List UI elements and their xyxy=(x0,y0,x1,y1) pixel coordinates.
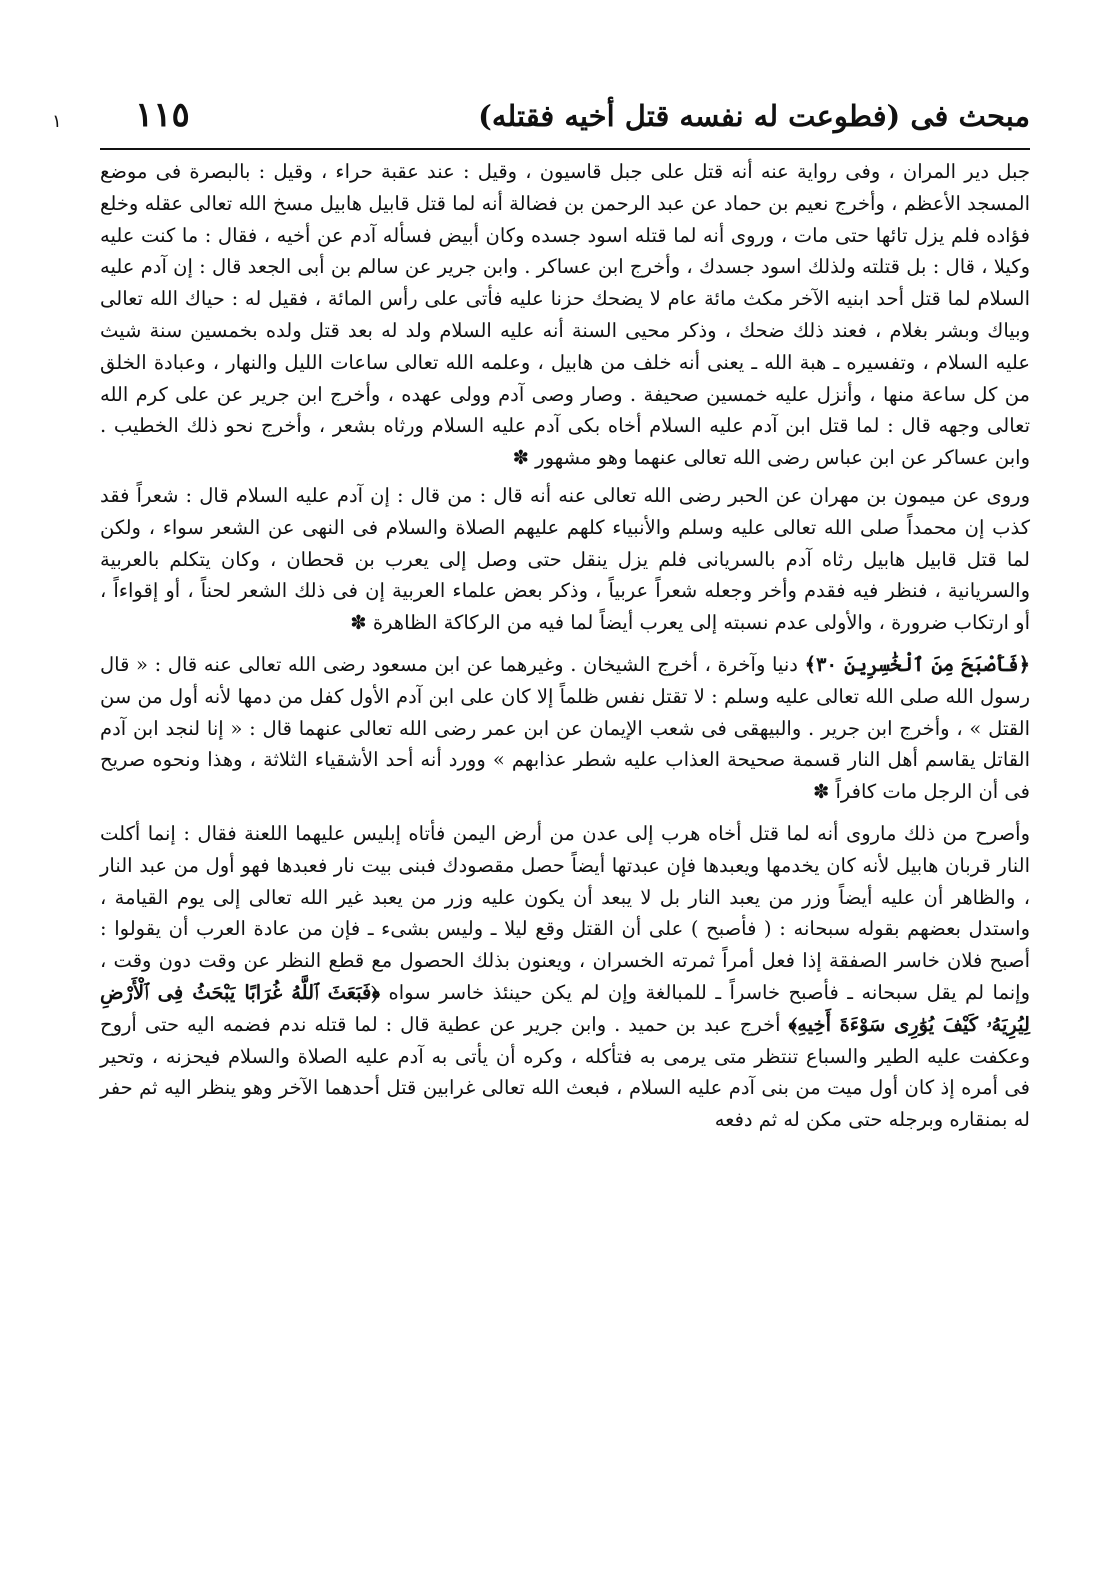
header-divider xyxy=(100,148,1030,150)
running-title: مبحث فى (فطوعت له نفسه قتل أخيه فقتله) xyxy=(478,99,1030,133)
paragraph-text: دنيا وآخرة ، أخرج الشيخان . وغيرهما عن ابن مسعود رضى الله تعالى عنه قال : « قال رسول الله صلى الله تعالى عليه وسلم : لا تقتل نفس ظلماً إلا كان على ابن آدم الأول كفل من دمها لأنه أول من سن القتل » ، وأخرج ابن جرير . والبيهقى فى شعب الإيمان عن ابن عمر رضى الله تعالى عنهما قال : « إنا لنجد ابن آدم القاتل يقاسم أهل النار قسمة صحيحة العذاب عليه شطر عذابهم » وورد أنه أحد الأشقياء الثلاثة ، وهذا ونحوه صريح فى أن الرجل مات كافراً ✽ xyxy=(100,652,1030,804)
paragraph xyxy=(100,818,1030,1136)
paragraph-text: جبل دير المران ، وفى رواية عنه أنه قتل على جبل قاسيون ، وقيل : عند عقبة حراء ، وقيل : بالبصرة فى موضع المسجد الأعظم ، وأخرج نعيم بن حماد عن عبد الرحمن بن فضالة أنه لما قتل قابيل هابيل مسخ الله تعالى عقله وخلع فؤاده فلم يزل تائها حتى مات ، وروى أنه لما قتله اسود جسده وكان أبيض فسأله آدم عن أخيه ، فقال : ما كنت عليه وكيلا ، قال : بل قتلته ولذلك اسود جسدك ، وأخرج ابن عساكر . وابن جرير عن سالم بن أبى الجعد قال : إن آدم عليه السلام لما قتل أحد ابنيه الآخر مكث مائة عام لا يضحك حزنا عليه فأتى على رأس المائة ، فقيل له : حياك الله تعالى وبياك وبشر بغلام ، فعند ذلك ضحك ، وذكر محيى السنة أنه عليه السلام ولد له بعد قتل ولده بخمسين سنة شيث عليه السلام ، وتفسيره ـ هبة الله ـ يعنى أنه خلف من هابيل ، وعلمه الله تعالى ساعات الليل والنهار ، وعبادة الخلق من كل ساعة منها ، وأنزل عليه خمسين صحيفة . وصار وصى آدم وولى عهده ، وأخرج ابن جرير عن على كرم الله تعالى وجهه قال : لما قتل ابن آدم عليه السلام أخاه بكى آدم عليه السلام ورثاه بشعر ، وأخرج نحو ذلك الخطيب . وابن عساكر عن ابن عباس رضى الله تعالى عنهما وهو مشهور ✽ xyxy=(100,160,1030,470)
quran-verse: ﴿فَبَعَثَ ٱللَّهُ غُرَابًا يَبْحَثُ فِى ٱلْأَرْضِ لِيُرِيَهُۥ كَيْفَ يُوَٰرِى سَوْءَةَ أَخِيهِ﴾ xyxy=(100,980,1030,1036)
page-number: ١١٥ xyxy=(135,95,190,135)
paragraph xyxy=(100,156,1030,474)
volume-mark: ١ xyxy=(52,111,62,132)
paragraph-text: أخرج عبد بن حميد . وابن جرير عن عطية قال : لما قتله ندم فضمه اليه حتى أروح وعكفت عليه الطير والسباع تنتظر متى يرمى به فتأكله ، وكره أن يأتى به آدم عليه الصلاة والسلام فيحزنه ، وتحير فى أمره إذ كان أول ميت من بنى آدم عليه السلام ، فبعث الله تعالى غرابين قتل أحدهما الآخر وهو ينظر اليه ثم حفر له بمنقاره وبرجله حتى مكن له ثم دفعه xyxy=(100,1012,1030,1132)
paragraph-text: وأصرح من ذلك ماروى أنه لما قتل أخاه هرب إلى عدن من أرض اليمن فأتاه إبليس عليهما اللعنة فقال : إنما أكلت النار قربان هابيل لأنه كان يخدمها ويعبدها فإن عبدتها أيضاً حصل مقصودك فبنى بيت نار فعبدها فهو أول من عبد النار ، والظاهر أن عليه أيضاً وزر من يعبد النار بل لا يبعد أن يكون عليه وزر من يعبد غير الله تعالى إلى يوم القيامة ، واستدل بعضهم بقوله سبحانه : ( فأصبح ) على أن القتل وقع ليلا ـ وليس بشىء ـ فإن من عادة العرب أن يقولوا : أصبح فلان خاسر الصفقة إذا فعل أمراً ثمرته الخسران ، ويعنون بذلك الحصول مع قطع النظر عن وقت دون وقت ، وإنما لم يقل سبحانه ـ فأصبح خاسراً ـ للمبالغة وإن لم يكن حينئذ خاسر سواه xyxy=(100,821,1031,1004)
page-header xyxy=(40,95,1070,147)
quran-verse: ﴿فَأَصْبَحَ مِنَ ٱلْخَٰسِرِينَ ٣٠﴾ xyxy=(804,652,1030,676)
main-text xyxy=(100,156,1030,1136)
paragraph xyxy=(100,480,1030,639)
paragraph xyxy=(100,649,1030,808)
paragraph-text: وروى عن ميمون بن مهران عن الحبر رضى الله تعالى عنه أنه قال : من قال : إن آدم عليه السلام قال : شعراً فقد كذب إن محمداً صلى الله تعالى عليه وسلم والأنبياء كلهم عليهم الصلاة والسلام فى النهى عن الشعر سواء ، ولكن لما قتل قابيل هابيل رثاه آدم بالسريانى فلم يزل ينقل حتى وصل إلى يعرب بن قحطان ، وكان يتكلم بالعربية والسريانية ، فنظر فيه فقدم وأخر وجعله شعراً عربياً ، وذكر بعض علماء العربية إن فى ذلك الشعر لحناً ، أو إقواءاً ، أو ارتكاب ضرورة ، والأولى عدم نسبته إلى يعرب أيضاً لما فيه من الركاكة الظاهرة ✽ xyxy=(100,483,1030,635)
